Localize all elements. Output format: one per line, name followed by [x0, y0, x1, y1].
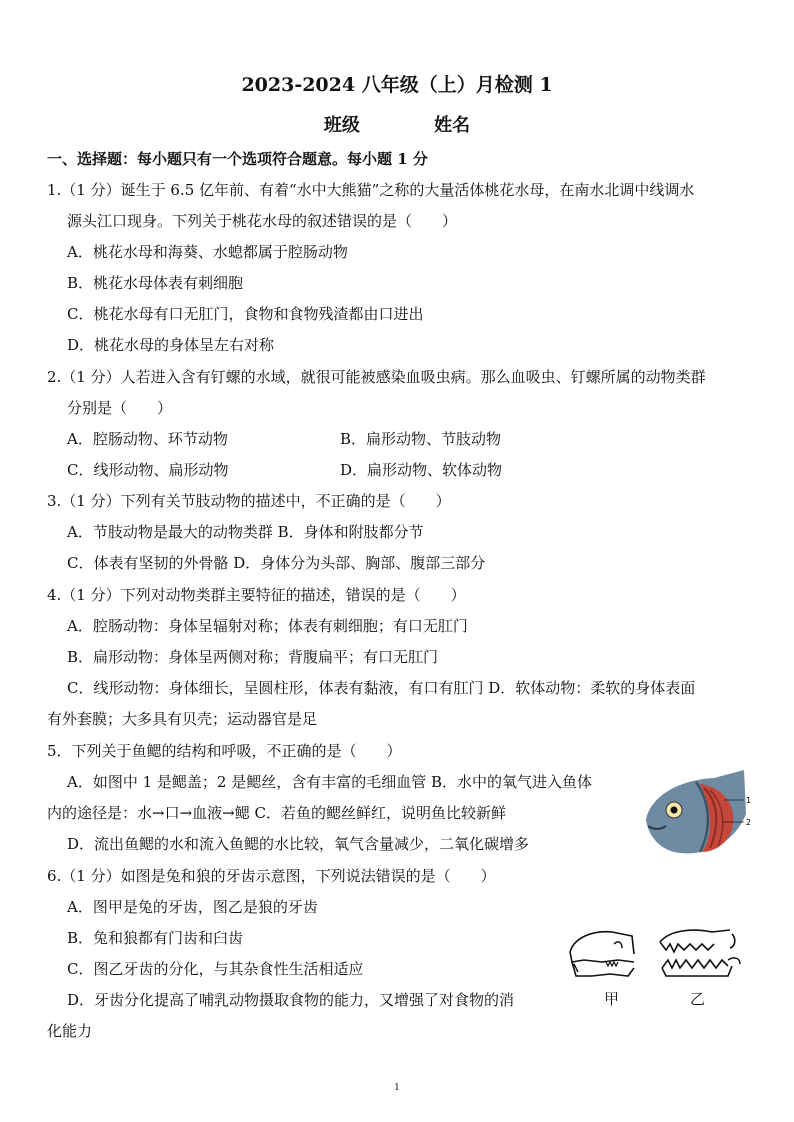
- q6-option-d-line2: 化能力: [47, 1022, 93, 1040]
- q2-stem-line1: 2.（1 分）人若进入含有钉螺的水域，就很可能被感染血吸虫病。那么血吸虫、钉螺所属的动物类群: [47, 368, 706, 386]
- name-label: 姓名: [434, 115, 471, 136]
- fig-label-yi: 乙: [690, 990, 706, 1008]
- q3-stem: 3.（1 分）下列有关节肢动物的描述中，不正确的是（ ）: [47, 492, 451, 510]
- q4-options-cd-line1: C．线形动物：身体细长，呈圆柱形，体表有黏液，有口有肛门 D．软体动物：柔软的身体表面: [67, 679, 696, 697]
- q2-option-b: B．扁形动物、节肢动物: [340, 430, 502, 448]
- q1-option-b: B．桃花水母体表有刺细胞: [67, 274, 244, 292]
- q6-option-b: B．兔和狼都有门齿和臼齿: [67, 929, 244, 947]
- q1-stem-line2: 源头江口现身。下列关于桃花水母的叙述错误的是（ ）: [67, 212, 458, 230]
- q6-option-a: A．图甲是兔的牙齿，图乙是狼的牙齿: [67, 898, 318, 916]
- teeth-figure: [562, 920, 752, 990]
- fig-label-jia: 甲: [604, 990, 620, 1008]
- q1-option-d: D．桃花水母的身体呈左右对称: [67, 336, 275, 354]
- fig-label-2: 2: [746, 818, 752, 827]
- student-info-line: [0, 111, 794, 137]
- q1-option-c: C．桃花水母有口无肛门，食物和食物残渣都由口进出: [67, 305, 424, 323]
- page-number: 1: [394, 1083, 400, 1093]
- fig-label-1: 1: [746, 796, 752, 805]
- q1-option-a: A．桃花水母和海葵、水螅都属于腔肠动物: [67, 243, 348, 261]
- section-heading: 一、选择题：每小题只有一个选项符合题意。每小题 1 分: [47, 150, 428, 168]
- q2-option-c: C．线形动物、扁形动物: [67, 461, 229, 479]
- q4-stem: 4.（1 分）下列对动物类群主要特征的描述，错误的是（ ）: [47, 586, 466, 604]
- q5-option-d: D．流出鱼鳃的水和流入鱼鳃的水比较，氧气含量减少，二氧化碳增多: [67, 835, 530, 853]
- q4-option-b: B．扁形动物：身体呈两侧对称；背腹扁平；有口无肛门: [67, 648, 439, 666]
- q2-option-d: D．扁形动物、软体动物: [340, 461, 503, 479]
- rabbit-skull-jia: [570, 932, 634, 976]
- q6-stem: 6.（1 分）如图是兔和狼的牙齿示意图，下列说法错误的是（ ）: [47, 867, 496, 885]
- class-label: 班级: [323, 115, 360, 136]
- fish-pupil: [671, 807, 678, 814]
- q1-stem-line1: 1.（1 分）诞生于 6.5 亿年前、有着“水中大熊猫”之称的大量活体桃花水母，在南水北调中线调水: [47, 181, 695, 199]
- q2-option-a: A．腔肠动物、环节动物: [67, 430, 228, 448]
- q5-options-bc-line2: 内的途径是：水→口→血液→鳃 C．若鱼的鳃丝鲜红，说明鱼比较新鲜: [47, 804, 506, 822]
- q6-option-c: C．图乙牙齿的分化，与其杂食性生活相适应: [67, 960, 364, 978]
- wolf-skull-yi: [660, 930, 740, 976]
- q4-option-a: A．腔肠动物：身体呈辐射对称；体表有刺细胞；有口无肛门: [67, 617, 468, 635]
- q6-option-d-line1: D．牙齿分化提高了哺乳动物摄取食物的能力，又增强了对食物的消: [67, 991, 515, 1009]
- q2-stem-line2: 分别是（ ）: [67, 399, 173, 417]
- fish-gill-figure: [640, 768, 752, 860]
- q5-stem: 5．下列关于鱼鳃的结构和呼吸，不正确的是（ ）: [47, 742, 402, 760]
- exam-title: 2023-2024 八年级（上）月检测 1: [241, 74, 553, 96]
- q5-options-ab-line1: A．如图中 1 是鳃盖；2 是鳃丝，含有丰富的毛细血管 B．水中的氧气进入鱼体: [67, 773, 593, 791]
- q3-options-cd: C．体表有坚韧的外骨骼 D．身体分为头部、胸部、腹部三部分: [67, 554, 486, 572]
- q4-options-cd-line2: 有外套膜；大多具有贝壳；运动器官是足: [47, 710, 318, 728]
- q3-options-ab: A．节肢动物是最大的动物类群 B．身体和附肢都分节: [67, 523, 424, 541]
